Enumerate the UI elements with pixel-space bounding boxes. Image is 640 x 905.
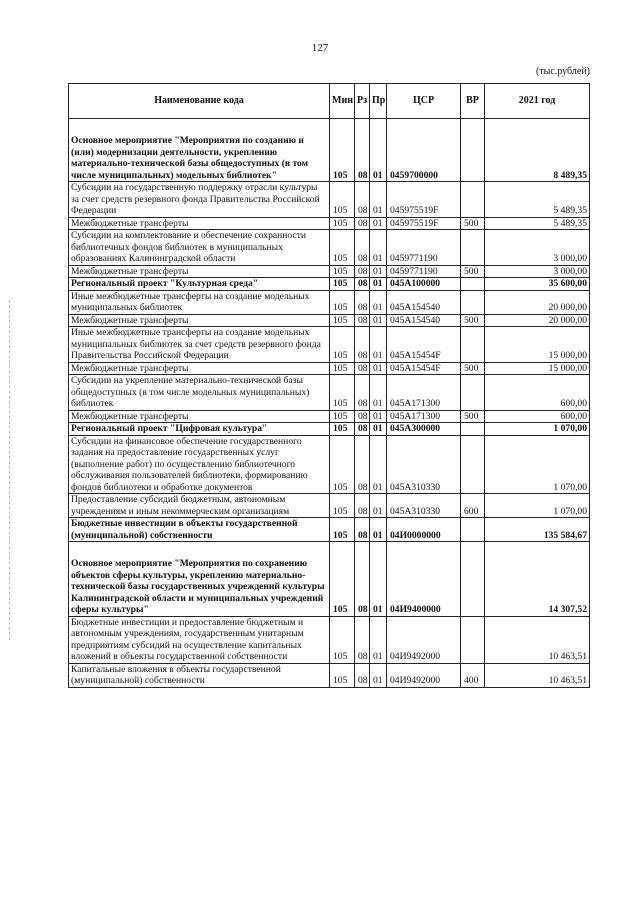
cell-csr: 045A154540	[387, 314, 461, 327]
cell-csr: 04И0000000	[387, 518, 461, 542]
cell-name: Иные межбюджетные трансферты на создание модельных муниципальных библиотек	[69, 290, 330, 314]
cell-amount: 135 584,67	[485, 518, 590, 542]
cell-amount: 10 463,51	[485, 616, 590, 663]
cell-vr	[461, 375, 485, 411]
header-pr: Пр	[370, 84, 387, 119]
cell-amount: 15 000,00	[485, 327, 590, 363]
table-row	[69, 182, 590, 218]
cell-name: Субсидии на укрепление материально-технической базы общедоступных (в том числе модельных муниципальных) библиотек	[69, 375, 330, 411]
cell-pr: 01	[370, 182, 387, 218]
cell-csr: 045A300000	[387, 423, 461, 436]
cell-name: Предоставление субсидий бюджетным, автономным учреждениям и иным некоммерческим организациям	[69, 494, 330, 518]
header-vr: ВР	[461, 84, 485, 119]
cell-rz: 08	[355, 119, 370, 182]
cell-vr	[461, 616, 485, 663]
cell-min: 105	[330, 314, 355, 327]
cell-name: Субсидии на государственную поддержку отрасли культуры за счет средств резервного фонда Правительства Российской Федерации	[69, 182, 330, 218]
cell-vr	[461, 327, 485, 363]
cell-vr	[461, 290, 485, 314]
cell-rz: 08	[355, 230, 370, 266]
cell-amount: 600,00	[485, 375, 590, 411]
cell-vr	[461, 423, 485, 436]
cell-min: 105	[330, 327, 355, 363]
cell-pr: 01	[370, 119, 387, 182]
budget-table	[68, 83, 590, 688]
cell-pr: 01	[370, 663, 387, 687]
cell-amount: 1 070,00	[485, 494, 590, 518]
table-row	[69, 423, 590, 436]
header-year: 2021 год	[485, 84, 590, 119]
cell-vr: 500	[461, 217, 485, 230]
cell-csr: 045A171300	[387, 375, 461, 411]
cell-rz: 08	[355, 217, 370, 230]
cell-vr	[461, 119, 485, 182]
cell-min: 105	[330, 182, 355, 218]
cell-csr: 04И9400000	[387, 542, 461, 617]
cell-vr	[461, 182, 485, 218]
cell-csr: 045A15454F	[387, 362, 461, 375]
cell-name: Межбюджетные трансферты	[69, 410, 330, 423]
cell-min: 105	[330, 362, 355, 375]
cell-csr: 045A154540	[387, 290, 461, 314]
table-header-row	[69, 84, 590, 119]
cell-name: Бюджетные инвестиции и предоставление бюджетным и автономным учреждениям, государственным унитарным предприятиям субсидий на осуществление капитальных вложений в объекты государственной собственности	[69, 616, 330, 663]
cell-rz: 08	[355, 375, 370, 411]
cell-pr: 01	[370, 290, 387, 314]
cell-rz: 08	[355, 327, 370, 363]
cell-csr: 0459771190	[387, 265, 461, 278]
table-row	[69, 542, 590, 617]
cell-name: Региональный проект "Культурная среда"	[69, 278, 330, 291]
header-csr: ЦСР	[387, 84, 461, 119]
cell-pr: 01	[370, 423, 387, 436]
cell-name: Межбюджетные трансферты	[69, 217, 330, 230]
cell-csr: 0459700000	[387, 119, 461, 182]
cell-vr: 500	[461, 265, 485, 278]
cell-vr	[461, 278, 485, 291]
cell-amount: 10 463,51	[485, 663, 590, 687]
cell-min: 105	[330, 663, 355, 687]
cell-name: Региональный проект "Цифровая культура"	[69, 423, 330, 436]
header-name: Наименование кода	[69, 84, 330, 119]
cell-vr	[461, 542, 485, 617]
cell-name: Межбюджетные трансферты	[69, 314, 330, 327]
cell-amount: 20 000,00	[485, 290, 590, 314]
cell-rz: 08	[355, 494, 370, 518]
cell-rz: 08	[355, 410, 370, 423]
table-row	[69, 119, 590, 182]
cell-min: 105	[330, 278, 355, 291]
cell-amount: 3 000,00	[485, 230, 590, 266]
cell-pr: 01	[370, 265, 387, 278]
cell-amount: 600,00	[485, 410, 590, 423]
header-rz: Рз	[355, 84, 370, 119]
table-row	[69, 663, 590, 687]
cell-vr	[461, 518, 485, 542]
cell-rz: 08	[355, 290, 370, 314]
units-label: (тыс.рублей)	[535, 66, 590, 77]
cell-rz: 08	[355, 265, 370, 278]
table-row	[69, 230, 590, 266]
cell-min: 105	[330, 375, 355, 411]
table-body	[69, 119, 590, 688]
table-row	[69, 518, 590, 542]
cell-pr: 01	[370, 518, 387, 542]
cell-pr: 01	[370, 217, 387, 230]
cell-name: Субсидии на комплектование и обеспечение сохранности библиотечных фондов библиотек в муниципальных образованиях Калининградской области	[69, 230, 330, 266]
cell-rz: 08	[355, 542, 370, 617]
table-row	[69, 327, 590, 363]
cell-pr: 01	[370, 616, 387, 663]
cell-name: Бюджетные инвестиции в объекты государственной (муниципальной) собственности	[69, 518, 330, 542]
cell-csr: 045A310330	[387, 435, 461, 494]
cell-vr: 600	[461, 494, 485, 518]
cell-csr: 04И9492000	[387, 663, 461, 687]
cell-min: 105	[330, 542, 355, 617]
cell-pr: 01	[370, 494, 387, 518]
cell-min: 105	[330, 265, 355, 278]
cell-csr: 04И9492000	[387, 616, 461, 663]
cell-vr	[461, 435, 485, 494]
table-row	[69, 265, 590, 278]
cell-rz: 08	[355, 616, 370, 663]
cell-min: 105	[330, 290, 355, 314]
cell-csr: 045975519F	[387, 217, 461, 230]
cell-min: 105	[330, 423, 355, 436]
cell-amount: 14 307,52	[485, 542, 590, 617]
cell-rz: 08	[355, 423, 370, 436]
cell-amount: 5 489,35	[485, 217, 590, 230]
cell-min: 105	[330, 435, 355, 494]
cell-min: 105	[330, 119, 355, 182]
cell-amount: 35 600,00	[485, 278, 590, 291]
cell-rz: 08	[355, 314, 370, 327]
table-row	[69, 290, 590, 314]
cell-rz: 08	[355, 518, 370, 542]
cell-pr: 01	[370, 435, 387, 494]
cell-min: 105	[330, 410, 355, 423]
cell-name: Межбюджетные трансферты	[69, 265, 330, 278]
cell-csr: 045975519F	[387, 182, 461, 218]
cell-name: Межбюджетные трансферты	[69, 362, 330, 375]
cell-pr: 01	[370, 230, 387, 266]
cell-amount: 20 000,00	[485, 314, 590, 327]
cell-pr: 01	[370, 314, 387, 327]
cell-rz: 08	[355, 182, 370, 218]
table-row	[69, 410, 590, 423]
table-row	[69, 362, 590, 375]
cell-amount: 5 489,35	[485, 182, 590, 218]
cell-pr: 01	[370, 542, 387, 617]
header-min: Мин	[330, 84, 355, 119]
table-row	[69, 616, 590, 663]
cell-pr: 01	[370, 375, 387, 411]
cell-amount: 1 070,00	[485, 435, 590, 494]
cell-vr: 500	[461, 410, 485, 423]
cell-min: 105	[330, 494, 355, 518]
cell-name: Основное мероприятие "Мероприятия по сохранению объектов сферы культуры, укреплению материально-технической базы государственных учреждений культуры Калининградской области и муниципальных учреждений сферы культуры"	[69, 542, 330, 617]
cell-min: 105	[330, 518, 355, 542]
table-row	[69, 278, 590, 291]
cell-min: 105	[330, 616, 355, 663]
cell-csr: 0459771190	[387, 230, 461, 266]
cell-amount: 3 000,00	[485, 265, 590, 278]
page-number: 127	[311, 42, 329, 54]
cell-vr: 400	[461, 663, 485, 687]
cell-vr: 500	[461, 362, 485, 375]
cell-name: Иные межбюджетные трансферты на создание модельных муниципальных библиотек за счет средств резервного фонда Правительства Российской Федерации	[69, 327, 330, 363]
cell-name: Субсидии на финансовое обеспечение государственного задания на предоставление государственных услуг (выполнение работ) по осуществлению библиотечного обслуживания пользователей библиотеки, формированию фондов библиотеки и обработке документов	[69, 435, 330, 494]
cell-pr: 01	[370, 278, 387, 291]
binding-margin-mark	[9, 300, 11, 640]
cell-csr: 045A100000	[387, 278, 461, 291]
cell-min: 105	[330, 217, 355, 230]
cell-rz: 08	[355, 278, 370, 291]
cell-min: 105	[330, 230, 355, 266]
cell-csr: 045A310330	[387, 494, 461, 518]
cell-pr: 01	[370, 327, 387, 363]
cell-rz: 08	[355, 663, 370, 687]
cell-csr: 045A171300	[387, 410, 461, 423]
cell-rz: 08	[355, 362, 370, 375]
table-row	[69, 217, 590, 230]
cell-csr: 045A15454F	[387, 327, 461, 363]
cell-name: Капитальные вложения в объекты государственной (муниципальной) собственности	[69, 663, 330, 687]
cell-vr	[461, 230, 485, 266]
table-row	[69, 314, 590, 327]
table-row	[69, 494, 590, 518]
cell-amount: 15 000,00	[485, 362, 590, 375]
cell-pr: 01	[370, 362, 387, 375]
table-row	[69, 375, 590, 411]
cell-amount: 1 070,00	[485, 423, 590, 436]
cell-name: Основное мероприятие "Мероприятия по созданию и (или) модернизации деятельности, укреплению материально-технической базы общедоступных (в том числе муниципальных) модельных библиотек"	[69, 119, 330, 182]
cell-pr: 01	[370, 410, 387, 423]
cell-rz: 08	[355, 435, 370, 494]
cell-amount: 8 489,35	[485, 119, 590, 182]
table-row	[69, 435, 590, 494]
cell-vr: 500	[461, 314, 485, 327]
